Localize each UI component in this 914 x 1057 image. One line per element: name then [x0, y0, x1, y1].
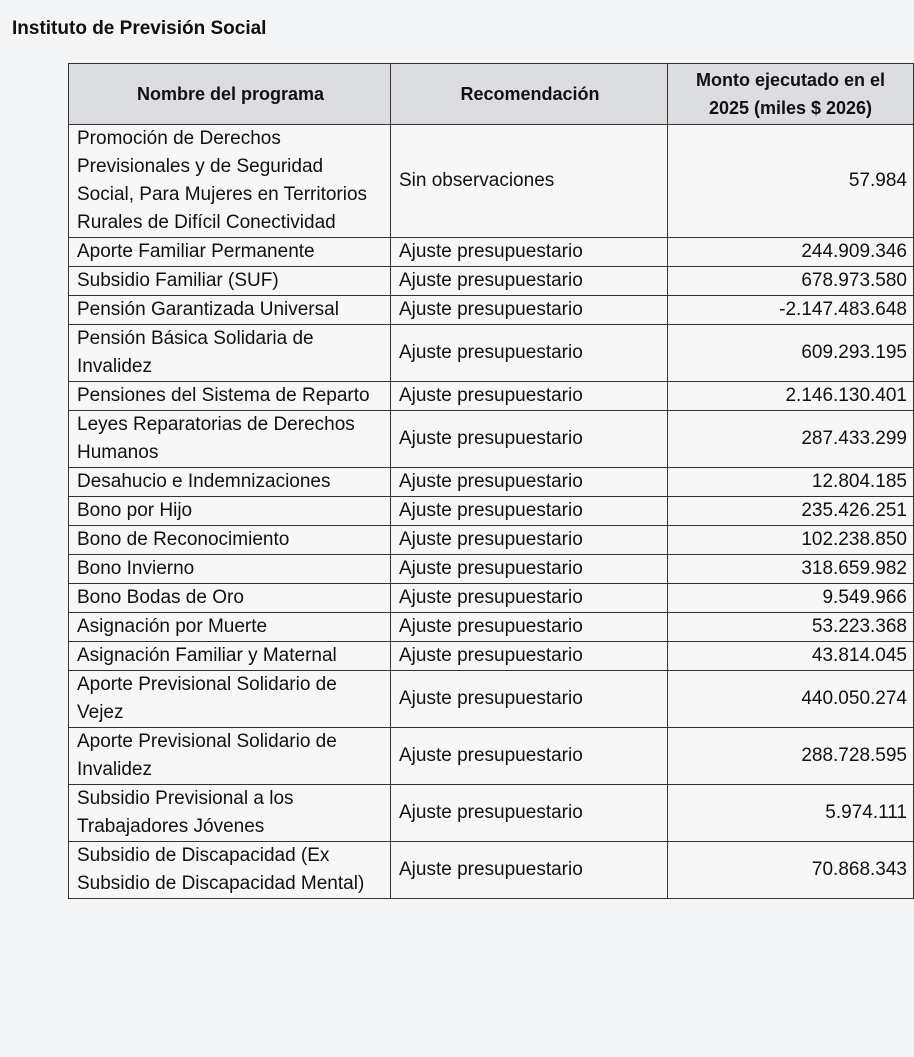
- recommendation-cell: Ajuste presupuestario: [391, 382, 668, 411]
- recommendation-cell: Ajuste presupuestario: [391, 497, 668, 526]
- program-name-cell: Aporte Previsional Solidario de Invalidez: [69, 728, 391, 785]
- amount-cell: 57.984: [668, 125, 914, 238]
- recommendation-cell: Ajuste presupuestario: [391, 296, 668, 325]
- table-row: [69, 584, 914, 613]
- header-amount: Monto ejecutado en el 2025 (miles $ 2026): [668, 64, 914, 125]
- recommendation-cell: Ajuste presupuestario: [391, 642, 668, 671]
- amount-cell: 53.223.368: [668, 613, 914, 642]
- amount-cell: 2.146.130.401: [668, 382, 914, 411]
- program-name-cell: Bono por Hijo: [69, 497, 391, 526]
- table-row: [69, 642, 914, 671]
- recommendation-cell: Ajuste presupuestario: [391, 325, 668, 382]
- page-title: Instituto de Previsión Social: [12, 18, 267, 39]
- table-row: [69, 526, 914, 555]
- table-row: [69, 267, 914, 296]
- program-name-cell: Bono Bodas de Oro: [69, 584, 391, 613]
- program-name-cell: Asignación por Muerte: [69, 613, 391, 642]
- recommendation-cell: Sin observaciones: [391, 125, 668, 238]
- amount-cell: 43.814.045: [668, 642, 914, 671]
- table-row: [69, 238, 914, 267]
- recommendation-cell: Ajuste presupuestario: [391, 613, 668, 642]
- table-row: [69, 613, 914, 642]
- table-row: [69, 468, 914, 497]
- recommendation-cell: Ajuste presupuestario: [391, 267, 668, 296]
- table-row: [69, 411, 914, 468]
- recommendation-cell: Ajuste presupuestario: [391, 842, 668, 899]
- program-name-cell: Subsidio Familiar (SUF): [69, 267, 391, 296]
- program-name-cell: Pensión Garantizada Universal: [69, 296, 391, 325]
- recommendation-cell: Ajuste presupuestario: [391, 411, 668, 468]
- program-name-cell: Subsidio Previsional a los Trabajadores Jóvenes: [69, 785, 391, 842]
- table-row: [69, 842, 914, 899]
- amount-cell: 678.973.580: [668, 267, 914, 296]
- header-row: [69, 64, 914, 125]
- recommendation-cell: Ajuste presupuestario: [391, 526, 668, 555]
- amount-cell: 235.426.251: [668, 497, 914, 526]
- table-header: [69, 64, 914, 125]
- amount-cell: 244.909.346: [668, 238, 914, 267]
- program-name-cell: Asignación Familiar y Maternal: [69, 642, 391, 671]
- amount-cell: 318.659.982: [668, 555, 914, 584]
- amount-cell: -2.147.483.648: [668, 296, 914, 325]
- amount-cell: 288.728.595: [668, 728, 914, 785]
- recommendation-cell: Ajuste presupuestario: [391, 728, 668, 785]
- program-name-cell: Leyes Reparatorias de Derechos Humanos: [69, 411, 391, 468]
- table-row: [69, 382, 914, 411]
- header-recommendation: Recomendación: [391, 64, 668, 125]
- program-name-cell: Pensiones del Sistema de Reparto: [69, 382, 391, 411]
- table-row: [69, 728, 914, 785]
- program-name-cell: Subsidio de Discapacidad (Ex Subsidio de Discapacidad Mental): [69, 842, 391, 899]
- program-name-cell: Bono Invierno: [69, 555, 391, 584]
- program-name-cell: Aporte Familiar Permanente: [69, 238, 391, 267]
- table-row: [69, 325, 914, 382]
- amount-cell: 12.804.185: [668, 468, 914, 497]
- program-name-cell: Bono de Reconocimiento: [69, 526, 391, 555]
- table-row: [69, 296, 914, 325]
- header-name: Nombre del programa: [69, 64, 391, 125]
- amount-cell: 102.238.850: [668, 526, 914, 555]
- amount-cell: 440.050.274: [668, 671, 914, 728]
- program-name-cell: Desahucio e Indemnizaciones: [69, 468, 391, 497]
- table-row: [69, 555, 914, 584]
- amount-cell: 70.868.343: [668, 842, 914, 899]
- recommendation-cell: Ajuste presupuestario: [391, 584, 668, 613]
- programs-table: [68, 63, 914, 899]
- program-name-cell: Aporte Previsional Solidario de Vejez: [69, 671, 391, 728]
- table-row: [69, 125, 914, 238]
- recommendation-cell: Ajuste presupuestario: [391, 671, 668, 728]
- amount-cell: 287.433.299: [668, 411, 914, 468]
- amount-cell: 5.974.111: [668, 785, 914, 842]
- amount-cell: 609.293.195: [668, 325, 914, 382]
- recommendation-cell: Ajuste presupuestario: [391, 238, 668, 267]
- program-name-cell: Pensión Básica Solidaria de Invalidez: [69, 325, 391, 382]
- table-row: [69, 497, 914, 526]
- table-body: [69, 125, 914, 899]
- table-row: [69, 671, 914, 728]
- recommendation-cell: Ajuste presupuestario: [391, 555, 668, 584]
- recommendation-cell: Ajuste presupuestario: [391, 468, 668, 497]
- table-row: [69, 785, 914, 842]
- amount-cell: 9.549.966: [668, 584, 914, 613]
- recommendation-cell: Ajuste presupuestario: [391, 785, 668, 842]
- program-name-cell: Promoción de Derechos Previsionales y de Seguridad Social, Para Mujeres en Territorios Rurales de Difícil Conectividad: [69, 125, 391, 238]
